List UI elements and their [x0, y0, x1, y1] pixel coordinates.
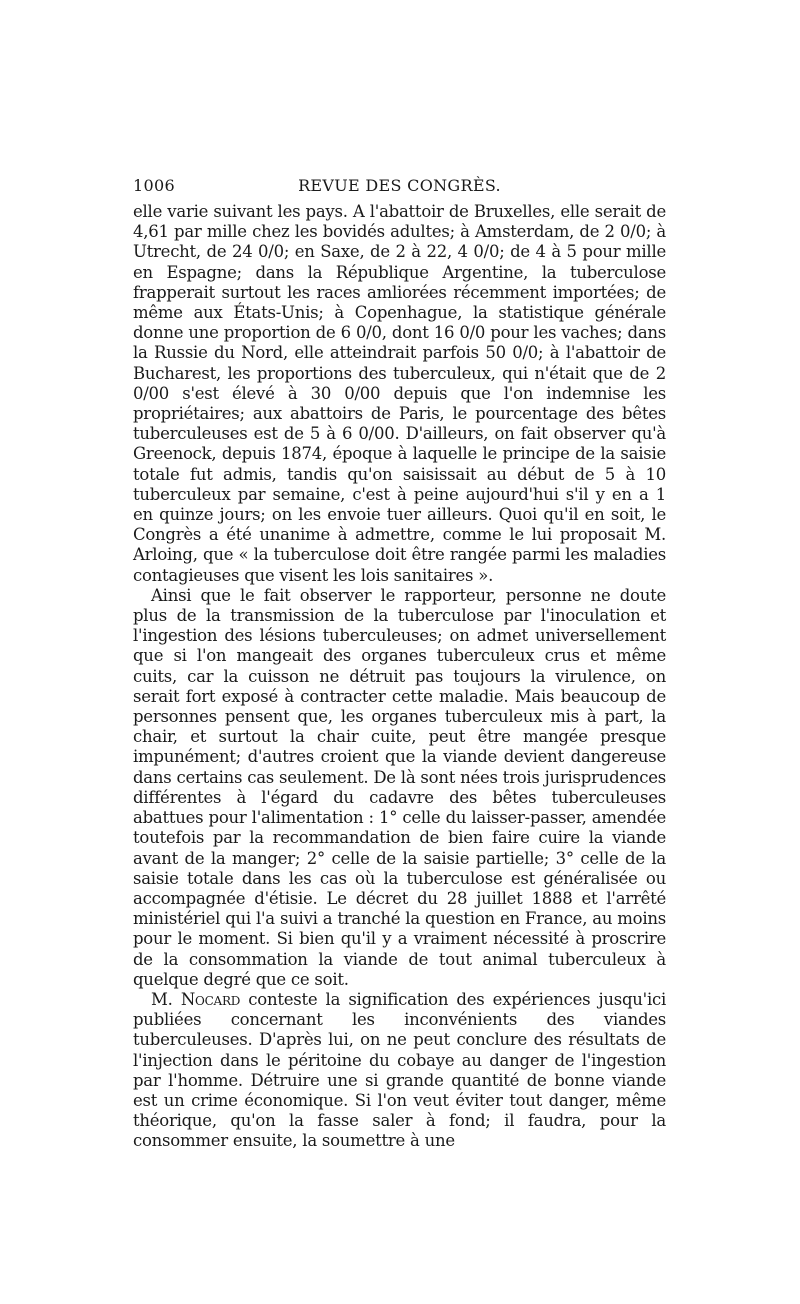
running-title: REVUE DES CONGRÈS. — [298, 176, 501, 195]
speaker-name: M. Nocard — [151, 989, 241, 1009]
running-head — [133, 176, 666, 202]
paragraph-1: elle varie suivant les pays. A l'abattoir de Bruxelles, elle serait de 4,61 par mille chez les bovidés adultes; à Amsterdam, de 2 0/0; à Utrecht, de 24 0/0; en Saxe, de 2 à 22, 4 0/0; de 4 à 5 pour mille en Espagne; dans la République Argentine, la tuberculose frapperait surtout les races amliorées récemment importées; de même aux États-Unis; à Copenhague, la statistique générale donne une proportion de 6 0/0, dont 16 0/0 pour les vaches; dans la Russie du Nord, elle atteindrait parfois 50 0/0; à l'abattoir de Bucharest, les proportions des tuberculeux, qui n'était que de 2 0/00 s'est élevé à 30 0/00 depuis que l'on indemnise les propriétaires; aux abattoirs de Paris, le pourcentage des bêtes tuberculeuses est de 5 à 6 0/00. D'ailleurs, on fait observer qu'à Greenock, depuis 1874, époque à laquelle le principe de la saisie totale fut admis, tandis qu'on saisissait au début de 5 à 10 tuberculeux par semaine, c'est à peine aujourd'hui s'il y en a 1 en quinze jours; on les envoie tuer ailleurs. Quoi qu'il en soit, le Congrès a été unanime à admettre, comme le lui proposait M. Arloing, que « la tuberculose doit être rangée parmi les maladies contagieuses que visent les lois sanitaires ». — [133, 202, 666, 585]
paragraph-3-text: conteste la signification des expériences jusqu'ici publiées concernant les inconvénients des viandes tuberculeuses. D'après lui, on ne peut conclure des résultats de l'injection dans le péritoine du cobaye au danger de l'ingestion par l'homme. Détruire une si grande quantité de bonne viande est un crime économique. Si l'on veut éviter tout danger, même théorique, qu'on la fasse saler à fond; il faudra, pour la consommer ensuite, la soumettre à une — [133, 989, 666, 1151]
paragraph-2: Ainsi que le fait observer le rapporteur, personne ne doute plus de la transmission de la tuberculose par l'inoculation et l'ingestion des lésions tuberculeuses; on admet universellement que si l'on mangeait des organes tuberculeux crus et même cuits, car la cuisson ne détruit pas toujours la virulence, on serait fort exposé à contracter cette maladie. Mais beaucoup de personnes pensent que, les organes tuberculeux mis à part, la chair, et surtout la chair cuite, peut être mangée presque impunément; d'autres croient que la viande devient dangereuse dans certains cas seulement. De là sont nées trois jurisprudences différentes à l'égard du cadavre des bêtes tuberculeuses abattues pour l'alimentation : 1° celle du laisser-passer, amendée toutefois par la recommandation de bien faire cuire la viande avant de la manger; 2° celle de la saisie partielle; 3° celle de la saisie totale dans les cas où la tuberculose est généralisée ou accompagnée d'étisie. Le décret du 28 juillet 1888 et l'arrêté ministériel qui l'a suivi a tranché la question en France, au moins pour le moment. Si bien qu'il y a vraiment nécessité à proscrire de la consommation la viande de tout animal tuberculeux à quelque degré que ce soit. — [133, 585, 667, 989]
book-page — [133, 176, 666, 1152]
page-number: 1006 — [133, 176, 175, 195]
paragraph-3 — [133, 990, 666, 1152]
